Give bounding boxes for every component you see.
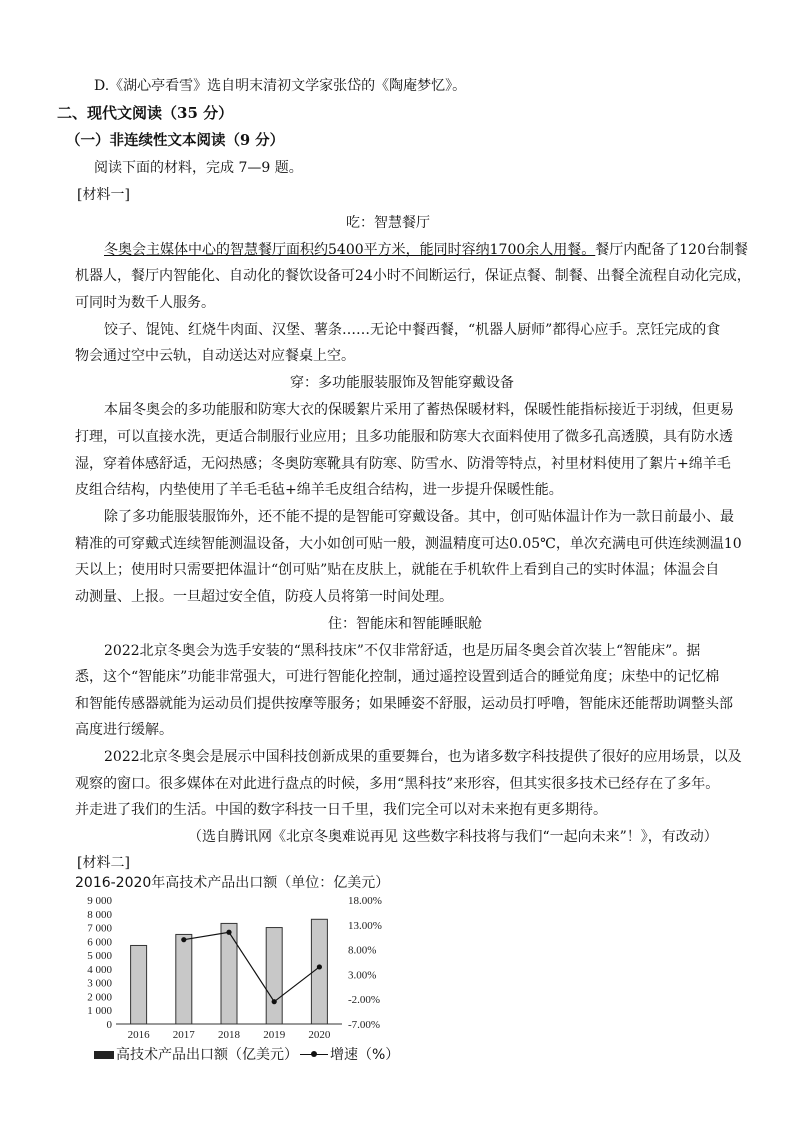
live-paragraph2-line3: 并走进了我们的生活。中国的数字科技一日千里，我们完全可以对未来抱有更多期待。 <box>75 802 607 818</box>
x-tick-label: 2017 <box>172 1029 195 1041</box>
x-tick-label: 2018 <box>218 1029 240 1041</box>
subsection-heading: （一）非连续性文本阅读（9 分） <box>66 132 285 149</box>
export-chart <box>70 892 410 1042</box>
eat-underlined-sentence: 冬奥会主媒体中心的智慧餐厅面积约5400平方米，能同时容纳1700余人用餐。 <box>104 242 596 258</box>
x-tick-label: 2019 <box>263 1029 286 1041</box>
left-tick-label: 0 <box>106 1019 112 1031</box>
eat-paragraph1-line3: 可同时为数千人服务。 <box>75 295 215 311</box>
bar-2018 <box>221 923 237 1024</box>
eat-paragraph2-line2: 物会通过空中云轨，自动送达对应餐桌上空。 <box>75 348 355 364</box>
wear-paragraph2-line3: 天以上；使用时只需要把体温计“创可贴”贴在皮肤上，就能在手机软件上看到自己的实时体温；体温会自 <box>75 562 720 578</box>
eat-title: 吃：智慧餐厅 <box>346 215 430 231</box>
bar-2017 <box>176 934 192 1024</box>
right-tick-label: 18.00% <box>348 895 382 907</box>
left-tick-label: 3 000 <box>87 977 112 990</box>
wear-paragraph2-line4: 动测量、上报。一旦超过安全值，防疫人员将第一时间处理。 <box>75 589 453 605</box>
live-paragraph1-line4: 高度进行缓解。 <box>75 722 173 738</box>
eat-paragraph2-line1: 饺子、馄饨、红烧牛肉面、汉堡、薯条……无论中餐西餐，“机器人厨师”都得心应手。烹饪完成的食 <box>104 322 721 338</box>
wear-paragraph2-line1: 除了多功能服装服饰外，还不能不提的是智能可穿戴设备。其中，创可贴体温计作为一款日前最小、最 <box>104 509 734 525</box>
right-tick-label: 13.00% <box>348 919 382 932</box>
growth-point-2019 <box>272 999 277 1004</box>
legend-bar-label: 高技术产品出口额（亿美元） <box>116 1047 298 1063</box>
growth-point-2017 <box>181 937 186 942</box>
eat-paragraph1-line1 <box>104 239 748 259</box>
chart-legend <box>94 1044 399 1064</box>
bar-2019 <box>266 928 282 1024</box>
live-paragraph1-line1: 2022北京冬奥会为选手安装的“黑科技床”不仅非常舒适，也是历届冬奥会首次装上“智能床”。据 <box>104 643 701 659</box>
live-paragraph1-line2: 悉，这个“智能床”功能非常强大，可进行智能化控制，通过遥控设置到适合的睡觉角度；床垫中的记忆棉 <box>75 669 720 685</box>
right-tick-label: -7.00% <box>348 1019 381 1031</box>
eat-paragraph1-line2: 机器人，餐厅内智能化、自动化的餐饮设备可24小时不间断运行，保证点餐、制餐、出餐全流程自动化完成， <box>75 268 751 284</box>
wear-paragraph2-line2: 精准的可穿戴式连续智能测温设备，大小如创可贴一般，测温精度可达0.05℃，单次充满电可供连续测温10 <box>75 536 742 552</box>
wear-paragraph1-line3: 湿，穿着体感舒适，无闷热感；冬奥防寒靴具有防寒、防雪水、防滑等特点，衬里材料使用了絮片+绵羊毛 <box>75 456 731 472</box>
legend-line-label: 增速（%） <box>330 1047 400 1063</box>
left-tick-label: 1 000 <box>87 1005 112 1018</box>
wear-paragraph1-line1: 本届冬奥会的多功能服和防寒大衣的保暖絮片采用了蓄热保暖材料，保暖性能指标接近于羽绒，但更易 <box>104 402 734 418</box>
chart-title: 2016-2020年高技术产品出口额（单位：亿美元） <box>75 875 390 891</box>
option-d: D.《湖心亭看雪》选自明末清初文学家张岱的《陶庵梦忆》。 <box>94 78 467 94</box>
wear-title: 穿：多功能服装服饰及智能穿戴设备 <box>290 375 514 391</box>
right-tick-label: 8.00% <box>348 944 377 957</box>
growth-point-2018 <box>226 930 231 935</box>
left-tick-label: 4 000 <box>87 963 112 976</box>
wear-paragraph1-line2: 打理，可以直接水洗，更适合制服行业应用；且多功能服和防寒大衣面料使用了微多孔高透膜，具有防水透 <box>75 429 733 445</box>
left-tick-label: 9 000 <box>87 895 112 907</box>
left-tick-label: 6 000 <box>87 936 112 949</box>
source-citation: （选自腾讯网《北京冬奥难说再见 这些数字科技将与我们“一起向未来”！》，有改动） <box>188 829 718 845</box>
right-tick-label: -2.00% <box>348 994 381 1007</box>
growth-point-2020 <box>317 964 322 969</box>
left-tick-label: 8 000 <box>87 908 112 921</box>
left-tick-label: 5 000 <box>87 950 112 963</box>
bar-2016 <box>131 945 147 1024</box>
section-heading: 二、现代文阅读（35 分） <box>57 104 234 122</box>
material1-label: [材料一] <box>77 187 130 203</box>
material2-label: [材料二] <box>77 855 130 871</box>
eat-line1-rest: 餐厅内配备了120台制餐 <box>595 242 748 258</box>
reading-instruction: 阅读下面的材料，完成 7—9 题。 <box>94 160 303 176</box>
wear-paragraph1-line4: 皮组合结构，内垫使用了羊毛毛毡+绵羊毛皮组合结构，进一步提升保暖性能。 <box>75 482 563 498</box>
legend-bar-swatch <box>94 1051 114 1059</box>
x-tick-label: 2016 <box>127 1029 150 1041</box>
x-tick-label: 2020 <box>308 1029 331 1041</box>
left-tick-label: 2 000 <box>87 991 112 1004</box>
right-tick-label: 3.00% <box>348 969 377 982</box>
live-paragraph2-line1: 2022北京冬奥会是展示中国科技创新成果的重要舞台，也为诸多数字科技提供了很好的应用场景，以及 <box>104 749 742 765</box>
live-paragraph1-line3: 和智能传感器就能为运动员们提供按摩等服务；如果睡姿不舒服，运动员打呼噜，智能床还能帮助调整头部 <box>75 696 733 712</box>
growth-line <box>184 932 320 1001</box>
left-tick-label: 7 000 <box>87 922 112 935</box>
legend-line-swatch <box>300 1050 328 1060</box>
live-title: 住：智能床和智能睡眠舱 <box>328 616 482 632</box>
live-paragraph2-line2: 观察的窗口。很多媒体在对此进行盘点的时候，多用“黑科技”来形容，但其实很多技术已经存在了多年。 <box>75 776 720 792</box>
